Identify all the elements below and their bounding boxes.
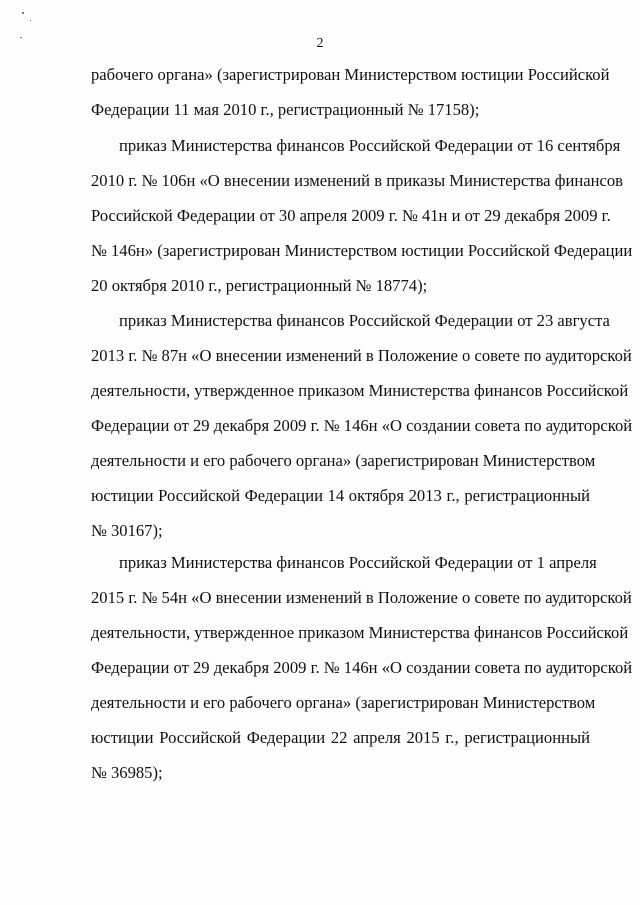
text-line: 2010 г. № 106н «О внесении изменений в приказы Министерства финансов [91,171,623,190]
text-line: Федерации 11 мая 2010 г., регистрационный № 17158); [91,100,480,119]
text-line: № 36985); [91,763,163,782]
text-line: деятельности, утвержденное приказом Министерства финансов Российской [91,381,629,400]
text-line: деятельности и его рабочего органа» (зарегистрирован Министерством [91,451,596,470]
text-line: деятельности и его рабочего органа» (зарегистрирован Министерством [91,693,596,712]
text-line: деятельности, утвержденное приказом Министерства финансов Российской [91,623,629,642]
text-line: № 146н» (зарегистрирован Министерством юстиции Российской Федерации [91,241,633,260]
text-line: юстиции Российской Федерации 22 апреля 2015 г., регистрационный [91,728,590,747]
text-line: 2015 г. № 54н «О внесении изменений в Положение о совете по аудиторской [91,588,632,607]
page-number: 2 [316,36,324,51]
text-line: приказ Министерства финансов Российской Федерации от 16 сентября [119,136,621,155]
text-line: Российской Федерации от 30 апреля 2009 г. № 41н и от 29 декабря 2009 г. [91,206,611,225]
text-line: № 30167); [91,521,163,540]
scan-speck [22,12,24,14]
scan-speck [20,37,22,38]
text-line: приказ Министерства финансов Российской Федерации от 23 августа [119,311,610,330]
scan-speck [30,20,31,21]
text-line: Федерации от 29 декабря 2009 г. № 146н «О создании совета по аудиторской [91,416,633,435]
text-line: 2013 г. № 87н «О внесении изменений в Положение о совете по аудиторской [91,346,632,365]
text-line: рабочего органа» (зарегистрирован Министерством юстиции Российской [91,65,610,84]
text-line: Федерации от 29 декабря 2009 г. № 146н «О создании совета по аудиторской [91,658,633,677]
text-line: юстиции Российской Федерации 14 октября 2013 г., регистрационный [91,486,590,505]
text-line: приказ Министерства финансов Российской Федерации от 1 апреля [119,553,597,572]
text-line: 20 октября 2010 г., регистрационный № 18774); [91,276,428,295]
